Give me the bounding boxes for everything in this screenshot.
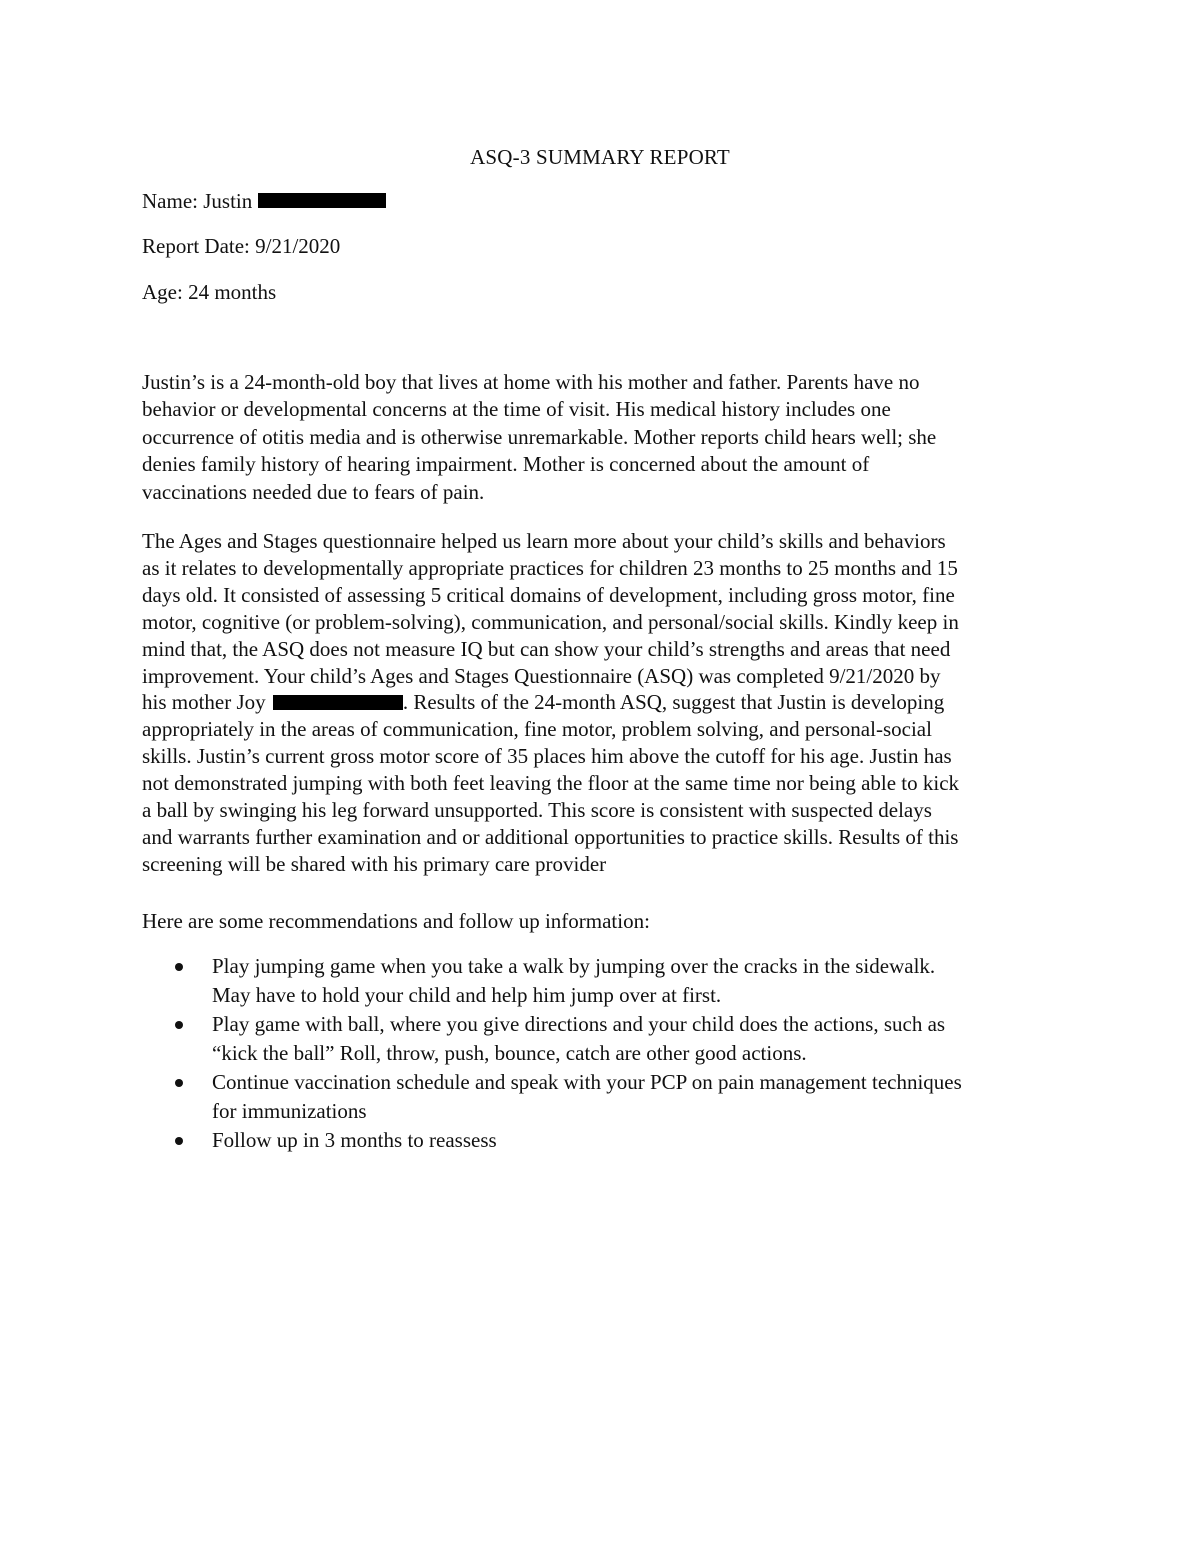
mother-suffix: . Results of the 24-month ASQ, suggest that Justin is developing <box>402 690 945 715</box>
list-item-line: Follow up in 3 months to reassess <box>212 1128 497 1152</box>
list-item-line: Play game with ball, where you give directions and your child does the actions, such as <box>212 1012 946 1036</box>
paragraph-line: and warrants further examination and or additional opportunities to practice skills. Results of this <box>142 824 959 849</box>
list-item <box>142 1010 1072 1068</box>
report-title: ASQ-3 SUMMARY REPORT <box>470 145 730 169</box>
paragraph-line: screening will be shared with his primary care provider <box>142 851 607 876</box>
age-field: Age: 24 months <box>142 280 277 304</box>
paragraph-line: denies family history of hearing impairment. Mother is concerned about the amount of <box>142 452 870 477</box>
paragraph-line: a ball by swinging his leg forward unsupported. This score is consistent with suspected delays <box>142 798 932 823</box>
paragraph-line: motor, cognitive (or problem-solving), communication, and personal/social skills. Kindly keep in <box>142 609 959 634</box>
list-item <box>142 1126 1072 1155</box>
bullet-icon <box>175 1021 183 1029</box>
list-item <box>142 952 1072 1010</box>
list-item-line: Play jumping game when you take a walk by jumping over the cracks in the sidewalk. <box>212 954 936 978</box>
results-paragraph <box>142 528 1072 878</box>
bullet-icon <box>175 1079 183 1087</box>
paragraph-line: improvement. Your child’s Ages and Stages Questionnaire (ASQ) was completed 9/21/2020 by <box>142 663 941 688</box>
recommendations-list <box>142 952 1072 1155</box>
intro-paragraph <box>142 369 1072 506</box>
paragraph-line: Justin’s is a 24-month-old boy that lives at home with his mother and father. Parents have no <box>142 370 920 394</box>
paragraph-line: behavior or developmental concerns at the time of visit. His medical history includes one <box>142 397 891 422</box>
list-item-line: for immunizations <box>212 1099 367 1123</box>
mother-surname-redaction <box>273 695 403 710</box>
list-item-line: May have to hold your child and help him jump over at first. <box>212 983 722 1007</box>
paragraph-line: as it relates to developmentally appropriate practices for children 23 months to 25 months and 15 <box>142 555 958 580</box>
report-date-field: Report Date: 9/21/2020 <box>142 234 341 258</box>
name-redaction <box>258 193 386 208</box>
mother-prefix: his mother Joy <box>142 690 271 715</box>
paragraph-line: days old. It consisted of assessing 5 critical domains of development, including gross motor, fine <box>142 582 955 607</box>
list-item-line: Continue vaccination schedule and speak with your PCP on pain management techniques <box>212 1070 962 1094</box>
paragraph-line: The Ages and Stages questionnaire helped us learn more about your child’s skills and behaviors <box>142 529 946 553</box>
recommendations-intro: Here are some recommendations and follow up information: <box>142 909 650 933</box>
paragraph-line: mind that, the ASQ does not measure IQ but can show your child’s strengths and areas that need <box>142 636 951 661</box>
paragraph-line: vaccinations needed due to fears of pain. <box>142 479 485 504</box>
bullet-icon <box>175 1137 183 1145</box>
list-item <box>142 1068 1072 1126</box>
paragraph-line: skills. Justin’s current gross motor score of 35 places him above the cutoff for his age. Justin has <box>142 744 952 769</box>
paragraph-line: appropriately in the areas of communication, fine motor, problem solving, and personal-social <box>142 717 932 742</box>
bullet-icon <box>175 963 183 971</box>
name-label: Name: Justin <box>142 189 258 213</box>
name-field <box>142 188 386 214</box>
paragraph-line: occurrence of otitis media and is otherwise unremarkable. Mother reports child hears well; she <box>142 424 937 449</box>
list-item-line: “kick the ball” Roll, throw, push, bounce, catch are other good actions. <box>212 1041 807 1065</box>
paragraph-line: not demonstrated jumping with both feet leaving the floor at the same time nor being able to kick <box>142 771 960 796</box>
paragraph-line-with-redaction <box>142 689 1072 716</box>
